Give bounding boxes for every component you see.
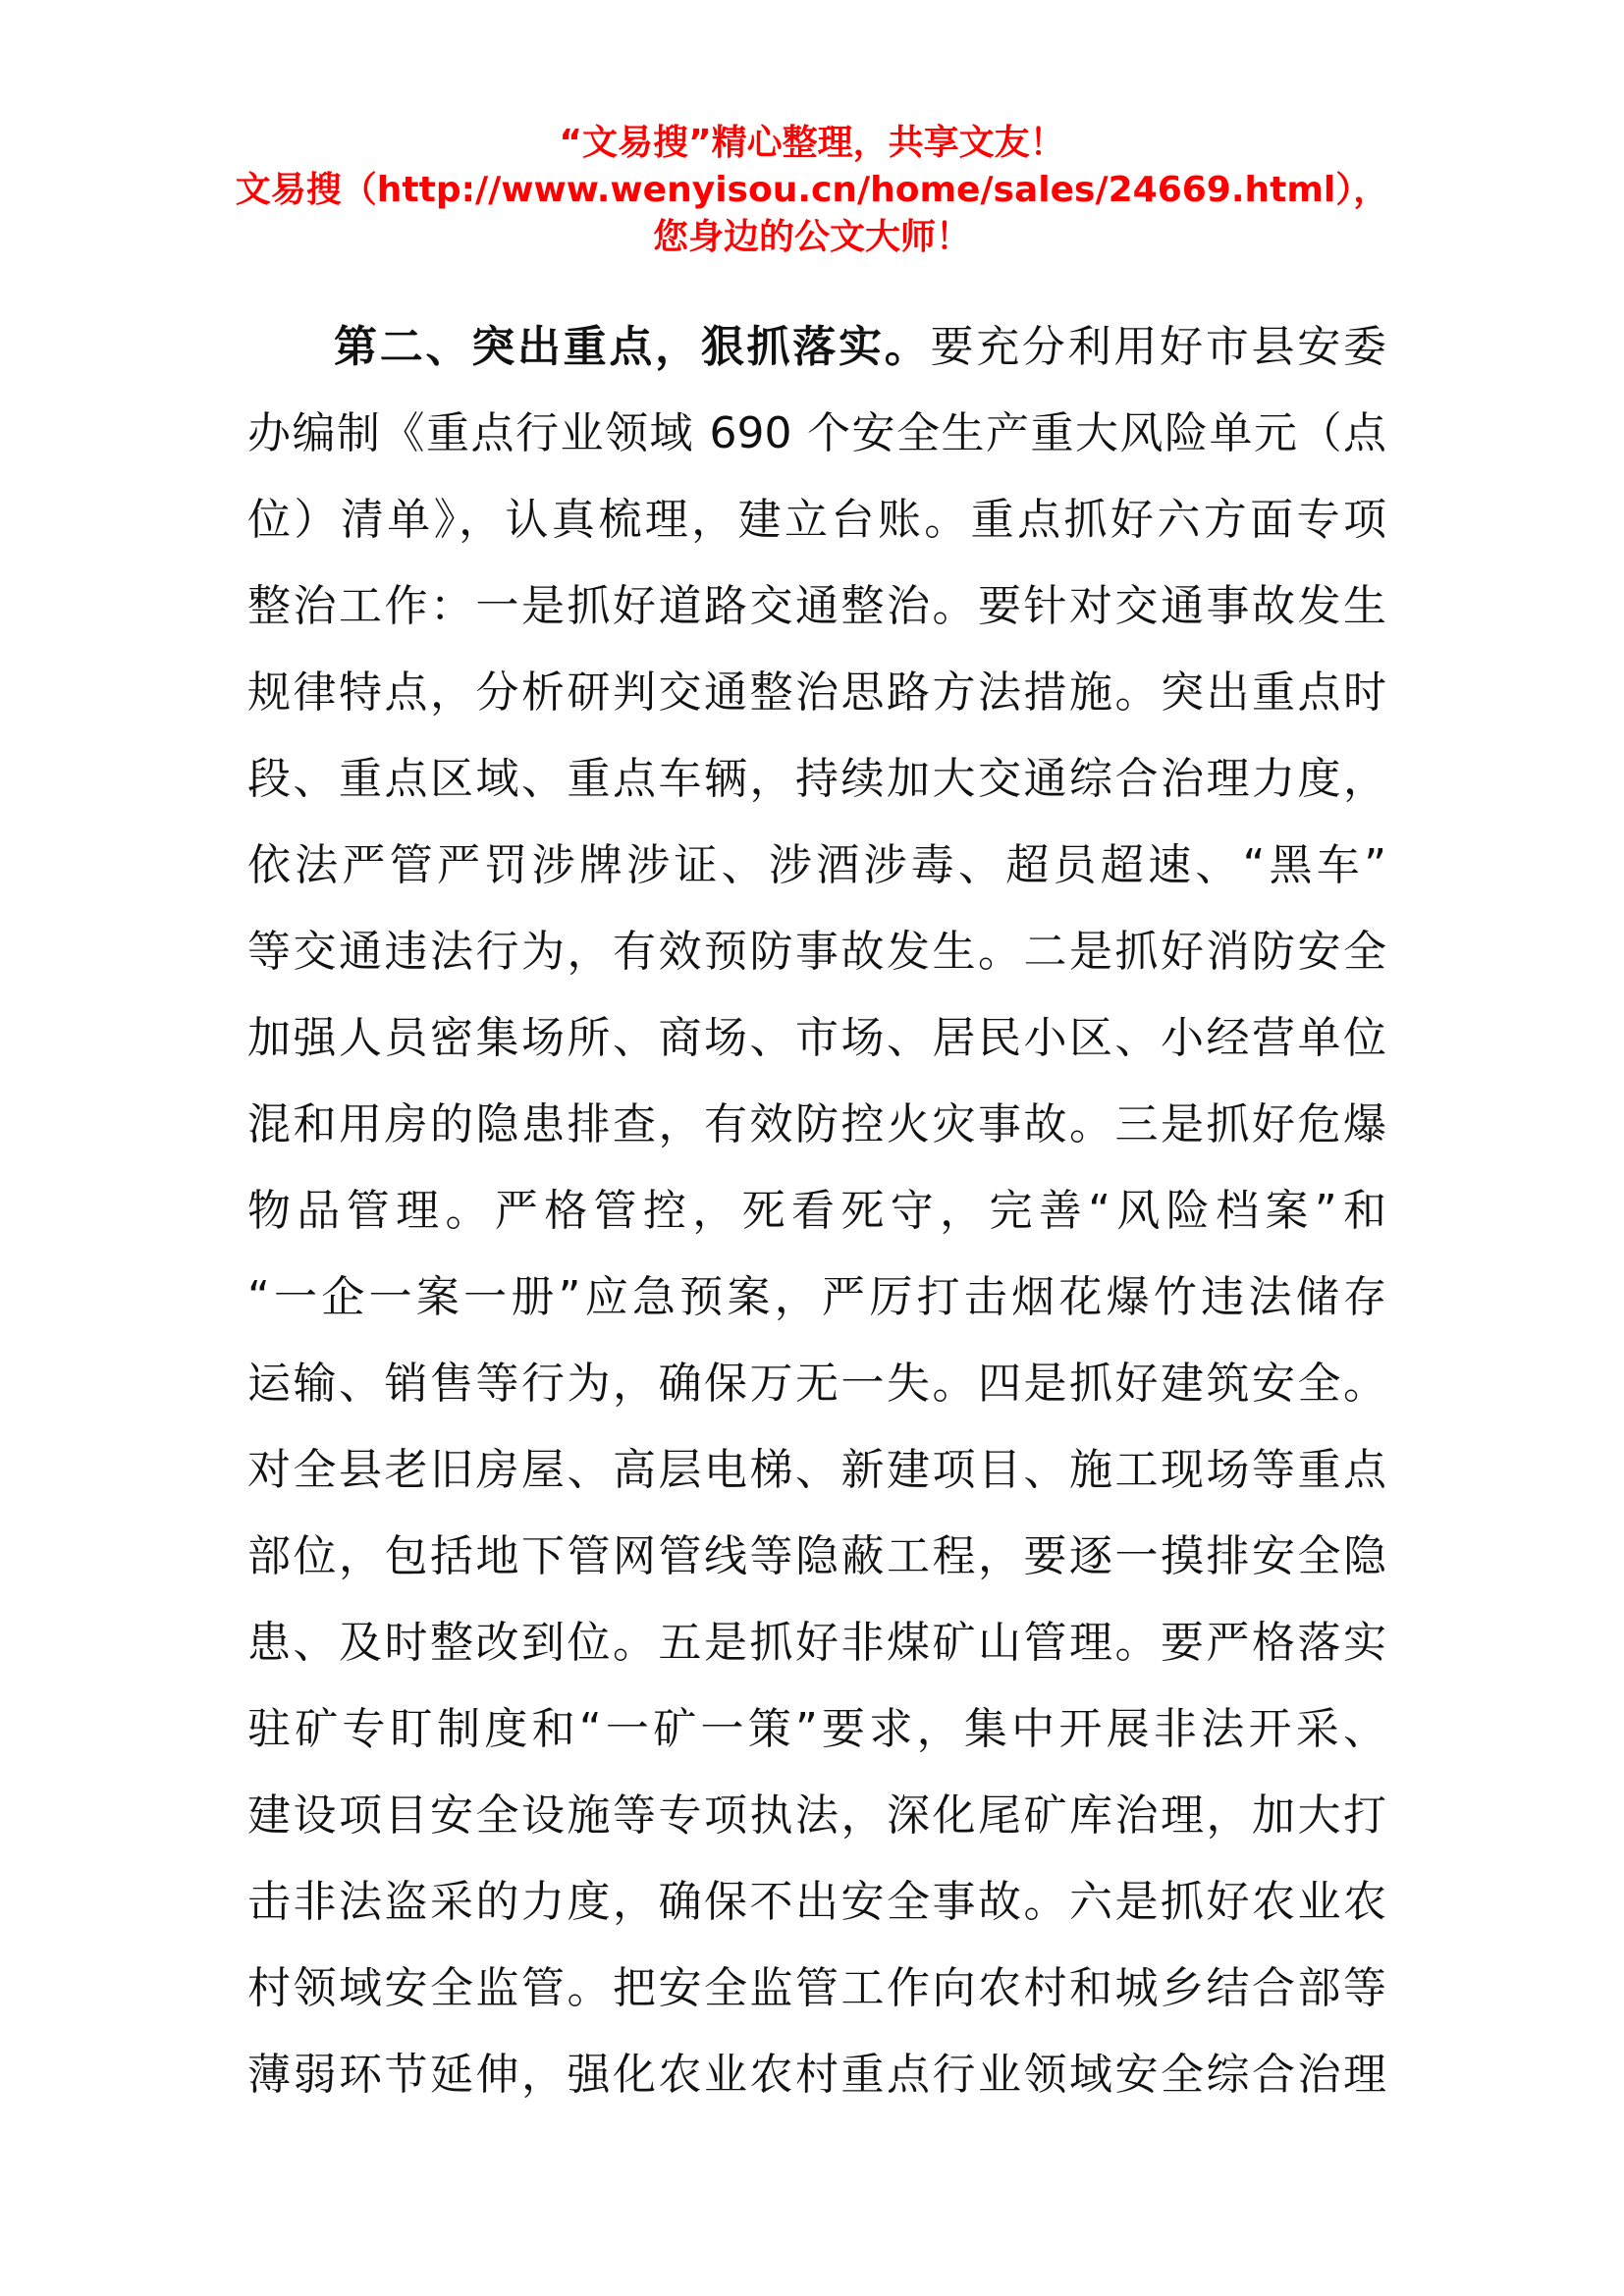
- body-line: “一企一案一册”应急预案，严厉打击烟花爆竹违法储存: [247, 1272, 1386, 1322]
- body-line: 运输、销售等行为，确保万无一失。四是抓好建筑安全。: [247, 1359, 1386, 1409]
- body-line: 规律特点，分析研判交通整治思路方法措施。突出重点时: [247, 667, 1386, 718]
- body-line: 建设项目安全设施等专项执法，深化尾矿库治理，加大打: [247, 1790, 1386, 1841]
- body-line: 段、重点区域、重点车辆，持续加大交通综合治理力度，: [247, 754, 1386, 804]
- body-line: 对全县老旧房屋、高层电梯、新建项目、施工现场等重点: [247, 1445, 1386, 1495]
- body-line: 患、及时整改到位。五是抓好非煤矿山管理。要严格落实: [247, 1618, 1386, 1668]
- watermark-header: [0, 120, 1624, 261]
- body-line: 办编制《重点行业领域 690 个安全生产重大风险单元（点: [247, 408, 1386, 458]
- header-line-3: 您身边的公文大师！: [652, 217, 971, 257]
- body-line: 依法严管严罚涉牌涉证、涉酒涉毒、超员超速、“黑车”: [247, 840, 1386, 890]
- body-line: 位）清单》，认真梳理，建立台账。重点抓好六方面专项: [247, 495, 1386, 545]
- section-heading: 第二、突出重点，狠抓落实。: [334, 322, 931, 372]
- body-line: 部位，包括地下管网管线等隐蔽工程，要逐一摸排安全隐: [247, 1531, 1386, 1581]
- body-line: [247, 304, 1386, 391]
- body-line: 混和用房的隐患排查，有效防控火灾事故。三是抓好危爆: [247, 1099, 1386, 1149]
- body-line: 击非法盗采的力度，确保不出安全事故。六是抓好农业农: [247, 1877, 1386, 1927]
- body-line: 村领域安全监管。把安全监管工作向农村和城乡结合部等: [247, 1963, 1386, 2013]
- body-line: 物品管理。严格管控，死看死守，完善“风险档案”和: [247, 1186, 1386, 1236]
- body-line: 整治工作：一是抓好道路交通整治。要针对交通事故发生: [247, 581, 1386, 631]
- document-body: [247, 304, 1386, 2118]
- body-line: 等交通违法行为，有效预防事故发生。二是抓好消防安全: [247, 927, 1386, 977]
- first-line-text: 要充分利用好市县安委: [930, 322, 1386, 372]
- body-line: 薄弱环节延伸，强化农业农村重点行业领域安全综合治理: [247, 2050, 1386, 2100]
- body-line: 驻矿专盯制度和“一矿一策”要求，集中开展非法开采、: [247, 1704, 1386, 1754]
- header-line-2: 文易搜（http://www.wenyisou.cn/home/sales/24669.html），: [235, 170, 1389, 210]
- body-line: 加强人员密集场所、商场、市场、居民小区、小经营单位: [247, 1013, 1386, 1063]
- header-line-1: “文易搜”精心整理，共享文友！: [559, 123, 1065, 163]
